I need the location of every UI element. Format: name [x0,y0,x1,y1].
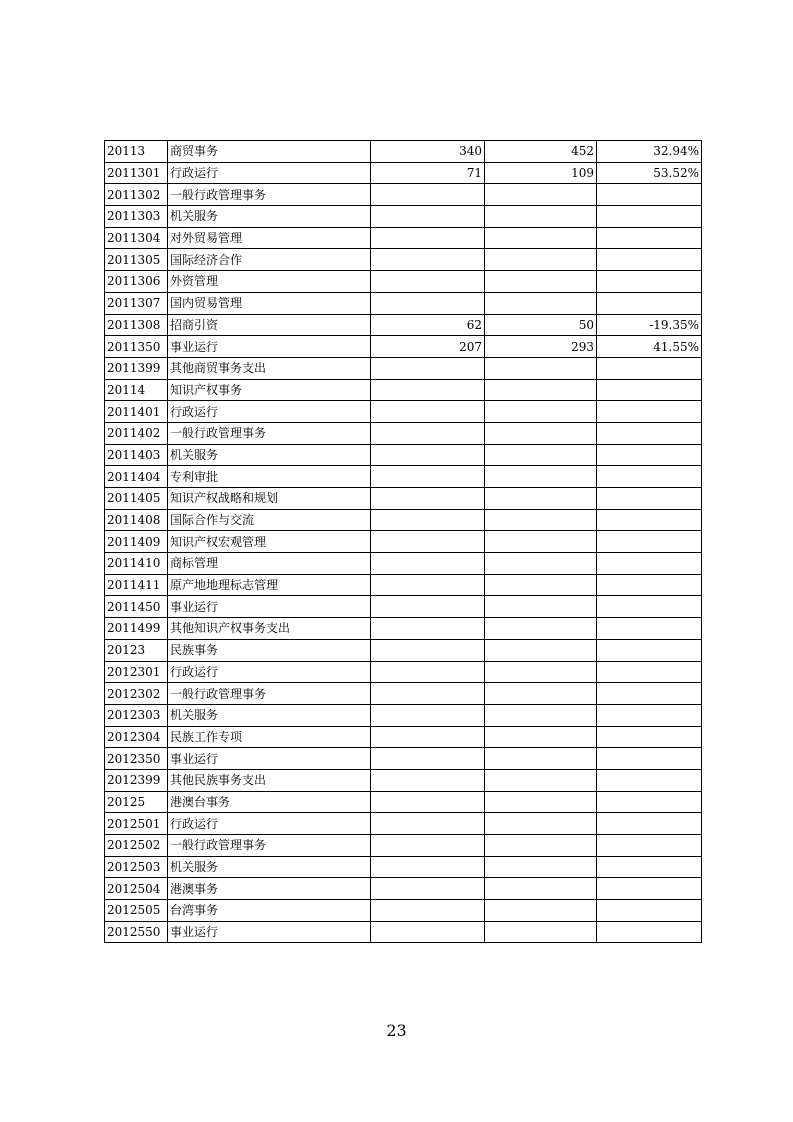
row-change-percent [597,683,702,705]
row-name: 知识产权战略和规划 [168,488,371,510]
row-code: 20114 [105,379,168,401]
row-code: 2012503 [105,856,168,878]
row-code: 2011308 [105,314,168,336]
row-value-2 [485,596,597,618]
row-value-2 [485,401,597,423]
row-code: 2011408 [105,509,168,531]
row-value-1 [371,553,485,575]
row-change-percent [597,488,702,510]
row-value-1 [371,835,485,857]
row-value-2 [485,900,597,922]
row-value-1: 71 [371,162,485,184]
row-name: 机关服务 [168,444,371,466]
row-change-percent [597,357,702,379]
row-change-percent: 41.55% [597,336,702,358]
table-row [105,553,702,575]
row-value-1 [371,401,485,423]
row-value-1 [371,466,485,488]
row-change-percent [597,422,702,444]
row-name: 机关服务 [168,206,371,228]
row-value-1 [371,726,485,748]
table-row [105,900,702,922]
row-name: 事业运行 [168,748,371,770]
row-name: 一般行政管理事务 [168,683,371,705]
row-code: 20123 [105,639,168,661]
row-value-2 [485,271,597,293]
row-code: 2011304 [105,227,168,249]
row-value-2 [485,509,597,531]
row-change-percent [597,531,702,553]
table-row [105,336,702,358]
row-name: 一般行政管理事务 [168,422,371,444]
row-name: 对外贸易管理 [168,227,371,249]
row-code: 20125 [105,791,168,813]
row-value-2 [485,227,597,249]
row-value-1 [371,531,485,553]
budget-table [104,140,702,943]
row-change-percent [597,835,702,857]
table-row [105,271,702,293]
row-name: 机关服务 [168,704,371,726]
row-code: 2012501 [105,813,168,835]
row-name: 港澳台事务 [168,791,371,813]
row-name: 民族事务 [168,639,371,661]
row-value-1 [371,878,485,900]
row-value-1 [371,488,485,510]
row-code: 2011450 [105,596,168,618]
row-change-percent [597,813,702,835]
row-value-1 [371,271,485,293]
row-value-1 [371,900,485,922]
row-code: 2011302 [105,184,168,206]
row-name: 台湾事务 [168,900,371,922]
table-row [105,835,702,857]
row-value-1 [371,444,485,466]
row-code: 2012550 [105,921,168,943]
row-name: 事业运行 [168,596,371,618]
table-row [105,878,702,900]
table-row [105,921,702,943]
row-value-1 [371,206,485,228]
table-row [105,401,702,423]
row-change-percent: 32.94% [597,141,702,163]
row-name: 商贸事务 [168,141,371,163]
table-row [105,748,702,770]
row-value-1 [371,856,485,878]
row-value-2 [485,856,597,878]
table-row [105,791,702,813]
row-change-percent: 53.52% [597,162,702,184]
row-code: 2012505 [105,900,168,922]
row-name: 事业运行 [168,921,371,943]
row-name: 一般行政管理事务 [168,184,371,206]
row-change-percent [597,769,702,791]
row-value-1 [371,184,485,206]
row-value-2 [485,726,597,748]
row-change-percent [597,401,702,423]
row-code: 2011306 [105,271,168,293]
row-value-2 [485,357,597,379]
table-row [105,683,702,705]
row-value-1 [371,639,485,661]
row-value-2 [485,444,597,466]
row-code: 2011399 [105,357,168,379]
row-name: 国际合作与交流 [168,509,371,531]
row-change-percent [597,249,702,271]
row-change-percent [597,184,702,206]
row-name: 一般行政管理事务 [168,835,371,857]
table-body [105,141,702,943]
table-row [105,639,702,661]
row-change-percent [597,704,702,726]
table-row [105,249,702,271]
row-value-2 [485,292,597,314]
table-row [105,726,702,748]
row-code: 2012399 [105,769,168,791]
row-value-1 [371,791,485,813]
table-row [105,813,702,835]
row-value-2 [485,921,597,943]
row-code: 2011401 [105,401,168,423]
row-value-1 [371,813,485,835]
row-code: 2011350 [105,336,168,358]
row-name: 国内贸易管理 [168,292,371,314]
row-name: 其他民族事务支出 [168,769,371,791]
row-value-1 [371,704,485,726]
row-value-2: 109 [485,162,597,184]
row-value-1 [371,748,485,770]
table-row [105,531,702,553]
table-row [105,227,702,249]
row-name: 国际经济合作 [168,249,371,271]
row-value-2 [485,184,597,206]
row-code: 2012302 [105,683,168,705]
table-row [105,574,702,596]
row-name: 机关服务 [168,856,371,878]
row-name: 商标管理 [168,553,371,575]
table-row [105,162,702,184]
row-value-2 [485,769,597,791]
row-value-2 [485,488,597,510]
table-row [105,292,702,314]
row-value-1 [371,357,485,379]
row-name: 专利审批 [168,466,371,488]
row-value-1 [371,683,485,705]
row-name: 原产地地理标志管理 [168,574,371,596]
table-row [105,444,702,466]
row-code: 2011410 [105,553,168,575]
table-row [105,704,702,726]
row-name: 知识产权事务 [168,379,371,401]
row-value-1 [371,227,485,249]
table-row [105,314,702,336]
table-row [105,509,702,531]
row-value-1 [371,769,485,791]
row-value-2: 293 [485,336,597,358]
row-value-2 [485,206,597,228]
table-row [105,379,702,401]
row-name: 事业运行 [168,336,371,358]
row-value-2 [485,878,597,900]
row-value-2 [485,813,597,835]
row-value-2 [485,748,597,770]
row-change-percent [597,227,702,249]
row-code: 2011411 [105,574,168,596]
row-name: 民族工作专项 [168,726,371,748]
row-value-1 [371,921,485,943]
row-code: 2011402 [105,422,168,444]
row-value-2: 50 [485,314,597,336]
row-value-1 [371,574,485,596]
row-value-1 [371,596,485,618]
row-value-1: 340 [371,141,485,163]
row-value-2: 452 [485,141,597,163]
row-change-percent [597,292,702,314]
table-row [105,856,702,878]
row-code: 2011307 [105,292,168,314]
row-code: 2011499 [105,618,168,640]
page-number: 23 [386,1021,407,1040]
row-value-2 [485,661,597,683]
row-name: 行政运行 [168,401,371,423]
row-value-2 [485,791,597,813]
row-name: 其他知识产权事务支出 [168,618,371,640]
row-code: 2011409 [105,531,168,553]
row-code: 2012504 [105,878,168,900]
table-row [105,661,702,683]
row-change-percent [597,791,702,813]
row-change-percent [597,574,702,596]
row-value-2 [485,422,597,444]
row-value-2 [485,683,597,705]
table-row [105,141,702,163]
row-code: 2011405 [105,488,168,510]
row-name: 行政运行 [168,813,371,835]
row-change-percent [597,900,702,922]
row-code: 2012304 [105,726,168,748]
row-change-percent [597,921,702,943]
row-value-2 [485,639,597,661]
table-row [105,466,702,488]
row-value-2 [485,249,597,271]
row-change-percent [597,509,702,531]
row-code: 2011403 [105,444,168,466]
table-row [105,206,702,228]
row-value-1 [371,618,485,640]
row-name: 行政运行 [168,661,371,683]
row-name: 其他商贸事务支出 [168,357,371,379]
table-row [105,769,702,791]
row-name: 知识产权宏观管理 [168,531,371,553]
row-change-percent [597,726,702,748]
row-value-2 [485,574,597,596]
row-name: 港澳事务 [168,878,371,900]
row-code: 2011404 [105,466,168,488]
row-change-percent: -19.35% [597,314,702,336]
row-value-1 [371,292,485,314]
row-code: 2012502 [105,835,168,857]
row-change-percent [597,661,702,683]
table-row [105,488,702,510]
table-row [105,357,702,379]
table-row [105,596,702,618]
row-value-1 [371,379,485,401]
table-row [105,184,702,206]
row-code: 2011303 [105,206,168,228]
row-change-percent [597,466,702,488]
row-name: 外资管理 [168,271,371,293]
row-value-1: 207 [371,336,485,358]
row-change-percent [597,271,702,293]
row-code: 2011301 [105,162,168,184]
row-name: 行政运行 [168,162,371,184]
row-value-2 [485,553,597,575]
row-change-percent [597,878,702,900]
row-value-2 [485,379,597,401]
row-code: 2012303 [105,704,168,726]
row-value-2 [485,835,597,857]
row-value-2 [485,704,597,726]
row-code: 20113 [105,141,168,163]
row-value-1 [371,249,485,271]
row-change-percent [597,444,702,466]
table-row [105,422,702,444]
row-value-1: 62 [371,314,485,336]
row-change-percent [597,596,702,618]
row-value-2 [485,466,597,488]
row-value-2 [485,531,597,553]
row-code: 2011305 [105,249,168,271]
row-value-1 [371,509,485,531]
row-value-2 [485,618,597,640]
row-change-percent [597,553,702,575]
row-change-percent [597,379,702,401]
row-change-percent [597,618,702,640]
row-value-1 [371,422,485,444]
row-change-percent [597,639,702,661]
table-row [105,618,702,640]
row-code: 2012350 [105,748,168,770]
row-change-percent [597,748,702,770]
row-change-percent [597,856,702,878]
row-code: 2012301 [105,661,168,683]
row-value-1 [371,661,485,683]
row-change-percent [597,206,702,228]
row-name: 招商引资 [168,314,371,336]
